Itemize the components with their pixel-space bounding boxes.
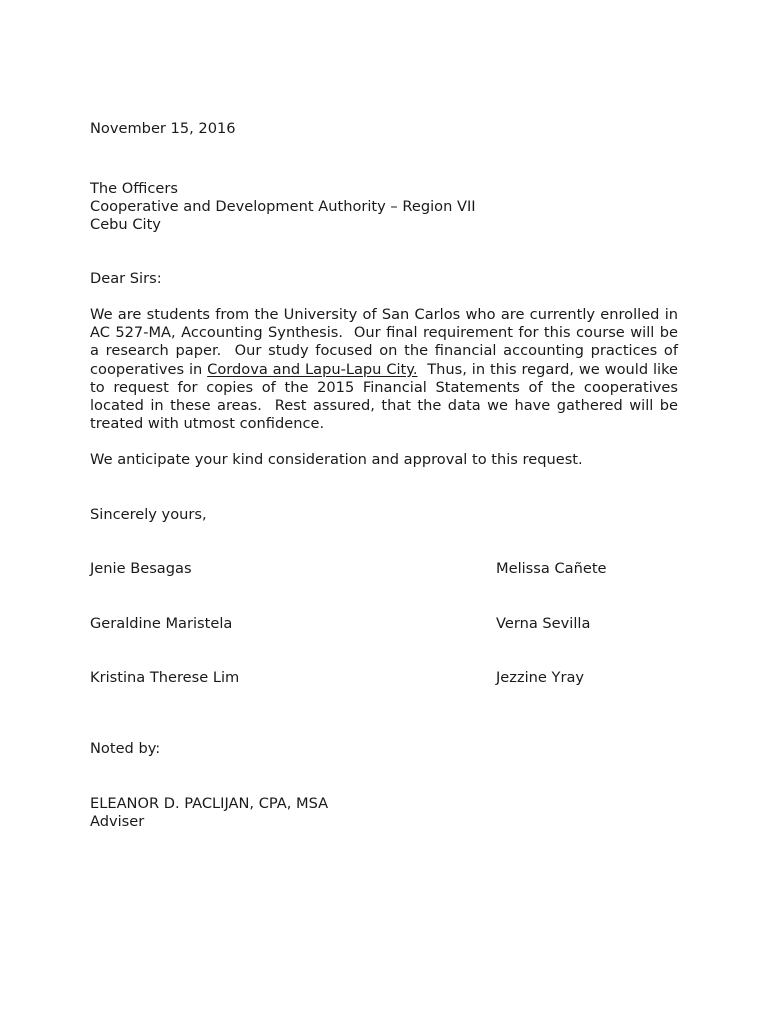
letter-date: November 15, 2016 (90, 120, 236, 137)
closing: Sincerely yours, (90, 506, 207, 523)
body-paragraph-2: We anticipate your kind consideration and approval to this request. (90, 451, 583, 468)
salutation: Dear Sirs: (90, 270, 162, 287)
recipient-line-1: The Officers (90, 180, 178, 197)
signatory-right-3: Jezzine Yray (496, 669, 585, 686)
signatory-right-2: Verna Sevilla (496, 615, 591, 632)
underlined-location: Cordova and Lapu-Lapu City. (207, 360, 418, 378)
adviser-title: Adviser (90, 813, 145, 831)
recipient-address (90, 180, 678, 235)
body-paragraph-1-part-1: We are students from the University of San Carlos who are currently enrolled in AC 527-MA, Accounting Synthesis. Our final requirement for this course will be a research paper. Our study focused on the financial accounting practices of cooperatives in (90, 306, 678, 378)
signatory-right-1: Melissa Cañete (496, 560, 607, 577)
signatory-left-1: Jenie Besagas (90, 560, 192, 577)
body-paragraph-1 (90, 306, 678, 433)
adviser-block (90, 795, 678, 831)
recipient-line-3: Cebu City (90, 216, 161, 234)
adviser-name: ELEANOR D. PACLIJAN, CPA, MSA (90, 795, 329, 812)
noted-by-label: Noted by: (90, 740, 161, 757)
body-paragraph-1-part-2: Thus, in this regard, we would like to request for copies of the 2015 Financial Statements of the cooperatives located in these areas. Rest assured, that the data we have gathered will be treated with utmost confidence. (90, 360, 679, 433)
signatory-left-2: Geraldine Maristela (90, 615, 233, 632)
signatory-left-3: Kristina Therese Lim (90, 669, 240, 686)
recipient-line-2: Cooperative and Development Authority – Region VII (90, 198, 476, 216)
